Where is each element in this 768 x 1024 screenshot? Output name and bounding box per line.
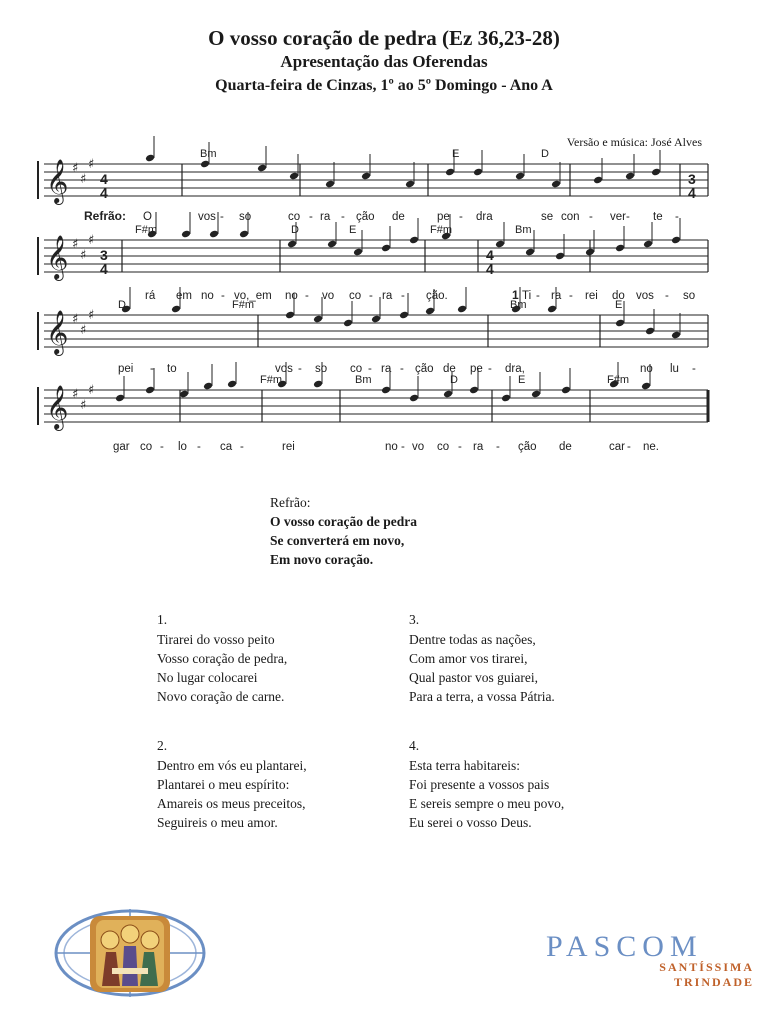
lyric-syllable: car <box>609 441 625 453</box>
lyric-syllable: con <box>561 211 580 223</box>
page-title: O vosso coração de pedra (Ez 36,23-28) <box>208 26 560 50</box>
pascom-logo-sub2: TRINDADE <box>673 975 754 989</box>
lyric-syllable: co <box>140 441 153 453</box>
lyric-syllable: - <box>309 211 313 223</box>
lyric-syllable: no <box>285 290 298 302</box>
verse-line: Plantarei o meu espírito: <box>157 777 290 792</box>
lyric-syllable: - <box>220 211 224 223</box>
time-signature: 4 <box>486 247 494 263</box>
chord-symbol: F#m <box>260 374 282 386</box>
lyric-syllable: - <box>536 290 540 302</box>
sharp-icon: ♯ <box>72 161 79 176</box>
lyric-syllable: no <box>385 441 398 453</box>
lyric-syllable: co <box>288 211 301 223</box>
refrain-line: O vosso coração de pedra <box>270 514 417 529</box>
time-signature: 3 <box>100 247 108 263</box>
lyric-syllable: pe <box>470 363 483 375</box>
lyric-syllable: ção. <box>426 290 448 302</box>
sharp-icon: ♯ <box>80 323 87 338</box>
sharp-icon: ♯ <box>88 383 95 398</box>
lyric-syllable: se <box>541 211 554 223</box>
lyric-syllable: so <box>315 363 328 375</box>
lyric-syllable: ção <box>415 363 434 375</box>
lyric-syllable: ca <box>220 441 233 453</box>
lyric-syllable: - <box>401 441 405 453</box>
lyric-syllable: co <box>350 363 363 375</box>
trinity-icon-emblem <box>52 906 208 1000</box>
lyric-syllable: - <box>400 363 404 375</box>
lyric-syllable: - <box>197 441 201 453</box>
sharp-icon: ♯ <box>88 308 95 323</box>
verse-line: Amareis os meus preceitos, <box>157 796 306 811</box>
pascom-logo-word: PASCOM <box>546 930 703 963</box>
sharp-icon: ♯ <box>80 172 87 187</box>
chord-symbol: E <box>518 374 526 386</box>
lyric-syllable: rá <box>145 290 156 302</box>
lyric-syllable: vos <box>198 211 216 223</box>
chord-symbol: D <box>541 148 549 160</box>
verse-line: E sereis sempre o meu povo, <box>409 796 565 811</box>
chord-symbol: E <box>452 148 460 160</box>
verse-number-label: 1 <box>512 288 519 302</box>
page-subtitle: Apresentação das Oferendas <box>280 52 488 71</box>
verse-line: Tirarei do vosso peito <box>157 632 275 647</box>
treble-clef-icon: 𝄞 <box>46 385 69 429</box>
verse-line: Qual pastor vos guiarei, <box>409 670 538 685</box>
chord-symbol: F#m <box>232 299 254 311</box>
verse-2 <box>157 736 307 832</box>
refrain-text <box>270 493 417 569</box>
treble-clef-icon: 𝄞 <box>46 310 69 354</box>
chord-symbol: D <box>118 299 126 311</box>
lyric-syllable: ra <box>382 290 393 302</box>
lyric-syllable: ra <box>320 211 331 223</box>
chord-symbol: E <box>615 299 623 311</box>
lyric-syllable: do <box>612 290 625 302</box>
lyric-syllable: - <box>458 441 462 453</box>
verse-line: Esta terra habitareis: <box>409 758 520 773</box>
lyric-syllable: lo <box>178 441 187 453</box>
lyric-syllable: ver <box>610 211 626 223</box>
lyric-syllable: ção <box>356 211 375 223</box>
time-signature: 4 <box>100 261 108 277</box>
verse-3 <box>409 610 555 706</box>
sharp-icon: ♯ <box>72 312 79 327</box>
chord-symbol: D <box>450 374 458 386</box>
lyric-syllable: - <box>665 290 669 302</box>
lyric-syllable: - <box>675 211 679 223</box>
lyric-syllable: O <box>143 211 152 223</box>
lyric-syllable: ra <box>381 363 392 375</box>
chord-symbol: F#m <box>135 224 157 236</box>
lyric-syllable: - <box>459 211 463 223</box>
lyric-syllable: - <box>150 363 154 375</box>
refrain-heading: Refrão: <box>270 495 311 510</box>
treble-clef-icon: 𝄞 <box>46 159 69 203</box>
lyric-syllable: ra <box>551 290 562 302</box>
lyric-syllable: vos <box>636 290 654 302</box>
lyric-syllable: - <box>496 441 500 453</box>
chord-symbol: Bm <box>355 374 372 386</box>
time-signature: 3 <box>688 171 696 187</box>
verse-number: 1. <box>157 612 168 627</box>
lyric-syllable: - <box>341 211 345 223</box>
lyric-syllable: no <box>201 290 214 302</box>
time-signature: 4 <box>100 185 108 201</box>
lyric-syllable: - <box>401 290 405 302</box>
treble-clef-icon: 𝄞 <box>46 235 69 279</box>
chord-symbol: Bm <box>200 148 217 160</box>
sharp-icon: ♯ <box>80 398 87 413</box>
lyric-syllable: - <box>692 363 696 375</box>
verse-line: Dentre todas as nações, <box>409 632 536 647</box>
lyric-syllable: pei <box>118 363 134 375</box>
verse-line: Seguireis o meu amor. <box>157 815 278 830</box>
verse-line: Eu serei o vosso Deus. <box>409 815 532 830</box>
verse-line: Vosso coração de pedra, <box>157 651 288 666</box>
lyric-syllable: lu <box>670 363 679 375</box>
lyric-syllable: - <box>305 290 309 302</box>
refrain-line: Se converterá em novo, <box>270 533 405 548</box>
lyric-syllable: vo <box>322 290 335 302</box>
verse-line: Novo coração de carne. <box>157 689 285 704</box>
verse-1 <box>157 610 287 706</box>
chord-symbol: F#m <box>430 224 452 236</box>
lyric-syllable: - <box>221 290 225 302</box>
lyric-syllable: - <box>589 211 593 223</box>
time-signature: 4 <box>486 261 494 277</box>
refrain-label: Refrão: <box>84 209 127 223</box>
lyric-syllable: gar <box>113 441 130 453</box>
chord-symbol: D <box>291 224 299 236</box>
lyric-syllable: ção <box>518 441 537 453</box>
verse-4 <box>409 736 564 832</box>
lyric-syllable: - <box>298 363 302 375</box>
sharp-icon: ♯ <box>88 157 95 172</box>
time-signature: 4 <box>688 185 696 201</box>
lyric-syllable: - <box>240 441 244 453</box>
lyric-syllable: to <box>167 363 177 375</box>
lyric-syllable: em <box>176 290 192 302</box>
music-score <box>0 0 768 470</box>
lyric-syllable: co <box>437 441 450 453</box>
lyric-syllable: vo <box>412 441 425 453</box>
lyric-syllable: ra <box>473 441 484 453</box>
chord-symbol: F#m <box>607 374 629 386</box>
lyric-syllable: so <box>239 211 252 223</box>
lyric-syllable: - <box>488 363 492 375</box>
liturgical-occasion: Quarta-feira de Cinzas, 1º ao 5º Domingo - Ano A <box>215 77 553 94</box>
lyric-syllable: ne. <box>643 441 659 453</box>
composer-credit: Versão e música: José Alves <box>566 135 702 149</box>
lyric-syllable: de <box>392 211 405 223</box>
lyric-syllable: de <box>443 363 456 375</box>
pascom-logo <box>546 930 762 990</box>
chord-symbol: Bm <box>515 224 532 236</box>
sharp-icon: ♯ <box>72 237 79 252</box>
lyric-syllable: dra, <box>505 363 525 375</box>
verse-number: 4. <box>409 738 420 753</box>
sharp-icon: ♯ <box>80 248 87 263</box>
lyric-syllable: dra <box>476 211 493 223</box>
lyric-syllable: vo,_em <box>234 290 272 302</box>
verse-line: Para a terra, a vossa Pátria. <box>409 689 555 704</box>
lyric-syllable: - <box>368 363 372 375</box>
verse-line: Com amor vos tirarei, <box>409 651 528 666</box>
lyric-syllable: te <box>653 211 663 223</box>
lyric-syllable: - <box>626 211 630 223</box>
trinity-icon-logo <box>52 906 208 1000</box>
sharp-icon: ♯ <box>72 387 79 402</box>
lyric-syllable: - <box>160 441 164 453</box>
verse-number: 2. <box>157 738 168 753</box>
lyric-syllable: vos <box>275 363 293 375</box>
verse-line: Dentro em vós eu plantarei, <box>157 758 307 773</box>
lyric-syllable: pe <box>437 211 450 223</box>
time-signature: 4 <box>100 171 108 187</box>
lyric-syllable: so <box>683 290 696 302</box>
chord-symbol: Bm <box>510 299 527 311</box>
lyric-syllable: - <box>569 290 573 302</box>
lyric-syllable: co <box>349 290 362 302</box>
sharp-icon: ♯ <box>88 233 95 248</box>
lyric-syllable: no <box>640 363 653 375</box>
lyric-syllable: Ti <box>522 290 532 302</box>
verse-number: 3. <box>409 612 420 627</box>
refrain-line: Em novo coração. <box>270 552 374 567</box>
pascom-logo-sub1: SANTÍSSIMA <box>659 960 754 974</box>
lyric-syllable: - <box>627 441 631 453</box>
verse-line: Foi presente a vossos pais <box>409 777 550 792</box>
verse-line: No lugar colocarei <box>157 670 258 685</box>
chord-symbol: E <box>349 224 357 236</box>
lyric-syllable: rei <box>282 441 295 453</box>
lyric-syllable: rei <box>585 290 598 302</box>
lyric-syllable: - <box>369 290 373 302</box>
lyric-syllable: de <box>559 441 572 453</box>
